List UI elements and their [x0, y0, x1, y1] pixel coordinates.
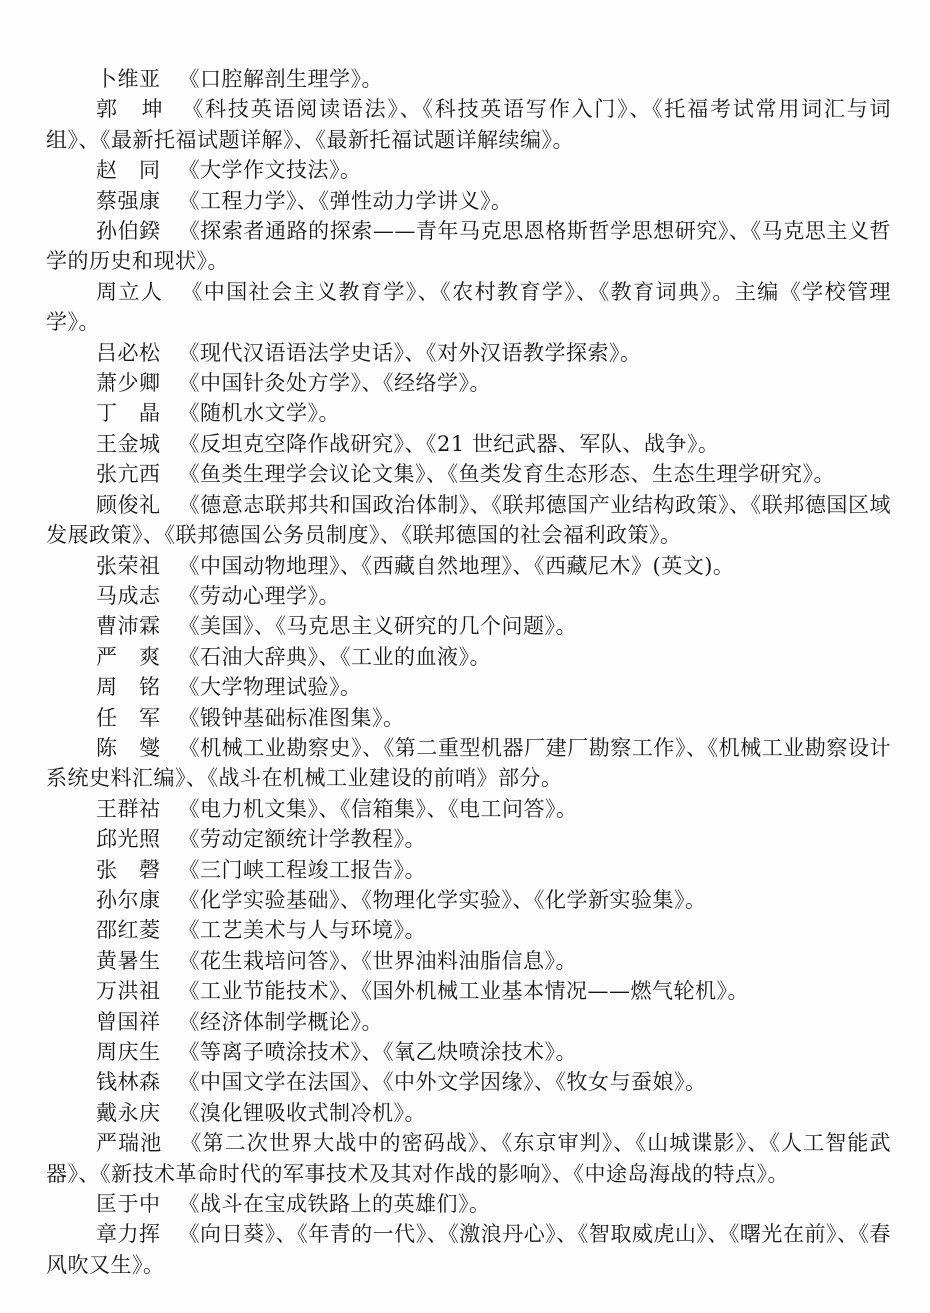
works-list: 《中国文学在法国》、《中外文学因缘》、《牧女与蚕娘》。 — [178, 1070, 707, 1095]
works-list: 《科技英语阅读语法》、《科技英语写作入门》、《托福考试常用词汇与词组》、《最新托福试题详解》、《最新托福试题详解续编》。 — [46, 97, 891, 152]
author-name: 黄暑生 — [96, 948, 161, 973]
bibliography-entry — [46, 429, 891, 459]
author-name: 邵红菱 — [96, 918, 161, 943]
bibliography-entry — [46, 672, 891, 702]
author-name: 卜维亚 — [96, 67, 161, 91]
works-list: 《第二次世界大战中的密码战》、《东京审判》、《山城谍影》、《人工智能武器》、《新技术革命时代的军事技术及其对作战的影响》、《中途岛海战的特点》。 — [46, 1131, 892, 1186]
bibliography-entry — [46, 459, 891, 489]
bibliography-entry — [46, 703, 891, 733]
works-list: 《随机水文学》。 — [178, 401, 340, 426]
bibliography-entry — [46, 824, 891, 854]
bibliography-entry — [46, 186, 891, 216]
works-list: 《等离子喷涂技术》、《氧乙炔喷涂技术》。 — [178, 1040, 577, 1064]
bibliography-entry — [46, 976, 891, 1006]
author-name: 章力挥 — [96, 1222, 161, 1247]
author-name: 赵 同 — [96, 158, 161, 183]
works-list: 《工程力学》、《弹性动力学讲义》。 — [178, 188, 513, 213]
bibliography-list — [46, 64, 891, 1280]
works-list: 《中国动物地理》、《西藏自然地理》、《西藏尼木》(英文)。 — [178, 553, 735, 578]
works-list: 《大学作文技法》。 — [178, 158, 362, 183]
bibliography-entry — [46, 277, 891, 338]
works-list: 《三门峡工程竣工报告》。 — [178, 857, 426, 882]
works-list: 《机械工业勘察史》、《第二重型机器厂建厂勘察工作》、《机械工业勘察设计系统史料汇编》、《战斗在机械工业建设的前哨》部分。 — [46, 735, 892, 791]
author-name: 陈 燮 — [96, 735, 161, 760]
bibliography-entry — [46, 1037, 891, 1067]
author-name: 张 磬 — [96, 857, 161, 882]
author-name: 任 军 — [96, 705, 161, 730]
works-list: 《劳动定额统计学教程》。 — [178, 827, 426, 852]
bibliography-entry — [46, 94, 891, 155]
works-list: 《鱼类生理学会议论文集》、《鱼类发育生态形态、生态生理学研究》。 — [178, 462, 835, 487]
bibliography-entry — [46, 1128, 891, 1189]
bibliography-entry — [46, 946, 891, 976]
works-list: 《中国针灸处方学》、《经络学》。 — [178, 371, 491, 396]
bibliography-entry — [46, 611, 891, 641]
bibliography-entry — [46, 155, 891, 185]
author-name: 周 铭 — [96, 675, 161, 700]
bibliography-entry — [46, 642, 891, 672]
bibliography-entry — [46, 64, 891, 94]
bibliography-entry — [46, 1189, 891, 1219]
works-list: 《美国》、《马克思主义研究的几个问题》。 — [178, 614, 577, 639]
works-list: 《工业节能技术》、《国外机械工业基本情况——燃气轮机》。 — [178, 979, 749, 1004]
bibliography-entry — [46, 885, 891, 915]
works-list: 《反坦克空降作战研究》、《21 世纪武器、军队、战争》。 — [178, 431, 720, 456]
author-name: 邱光照 — [96, 827, 161, 852]
bibliography-entry — [46, 398, 891, 428]
works-list: 《溴化锂吸收式制冷机》。 — [178, 1100, 426, 1125]
author-name: 郭 坤 — [96, 97, 165, 122]
bibliography-entry — [46, 581, 891, 611]
works-list: 《探索者通路的探索——青年马克思恩格斯哲学思想研究》、《马克思主义哲学的历史和现状》。 — [46, 219, 892, 274]
bibliography-entry — [46, 216, 891, 277]
works-list: 《石油大辞典》、《工业的血液》。 — [178, 644, 491, 669]
bibliography-entry — [46, 338, 891, 368]
author-name: 匡于中 — [96, 1192, 161, 1217]
bibliography-entry — [46, 733, 891, 794]
author-name: 张荣祖 — [96, 553, 161, 578]
works-list: 《现代汉语语法学史话》、《对外汉语教学探索》。 — [178, 340, 642, 365]
bibliography-entry — [46, 794, 891, 824]
works-list: 《电力机文集》、《信箱集》、《电工问答》。 — [178, 796, 578, 821]
author-name: 张亢西 — [96, 462, 161, 487]
author-name: 蔡强康 — [96, 188, 161, 213]
works-list: 《口腔解剖生理学》。 — [178, 67, 383, 91]
author-name: 周立人 — [96, 279, 164, 304]
works-list: 《战斗在宝成铁路上的英雄们》。 — [178, 1192, 491, 1217]
bibliography-entry — [46, 1219, 891, 1280]
bibliography-entry — [46, 1007, 891, 1037]
works-list: 《中国社会主义教育学》、《农村教育学》、《教育词典》。主编《学校管理学》。 — [46, 279, 892, 335]
bibliography-entry — [46, 915, 891, 945]
author-name: 曹沛霖 — [96, 614, 161, 639]
author-name: 戴永庆 — [96, 1100, 161, 1125]
author-name: 严瑞池 — [96, 1131, 163, 1156]
works-list: 《经济体制学概论》。 — [178, 1009, 383, 1034]
author-name: 曾国祥 — [96, 1009, 161, 1034]
works-list: 《劳动心理学》。 — [178, 583, 340, 608]
works-list: 《向日葵》、《年青的一代》、《激浪丹心》、《智取威虎山》、《曙光在前》、《春风吹又生》。 — [46, 1222, 892, 1277]
author-name: 丁 晶 — [96, 401, 161, 426]
bibliography-entry — [46, 855, 891, 885]
author-name: 钱林森 — [96, 1070, 161, 1095]
author-name: 马成志 — [96, 583, 161, 608]
bibliography-entry — [46, 551, 891, 581]
author-name: 周庆生 — [96, 1040, 161, 1064]
works-list: 《锻钟基础标准图集》。 — [178, 705, 405, 730]
bibliography-entry — [46, 1067, 891, 1097]
author-name: 王群祜 — [96, 796, 161, 821]
works-list: 《花生栽培问答》、《世界油料油脂信息》。 — [178, 948, 577, 973]
works-list: 《化学实验基础》、《物理化学实验》、《化学新实验集》。 — [178, 887, 707, 912]
bibliography-entry — [46, 368, 891, 398]
works-list: 《大学物理试验》。 — [178, 675, 362, 700]
author-name: 孙伯鍨 — [96, 219, 161, 244]
author-name: 严 爽 — [96, 644, 161, 669]
author-name: 吕必松 — [96, 340, 161, 365]
author-name: 萧少卿 — [96, 371, 161, 396]
bibliography-entry — [46, 1098, 891, 1128]
author-name: 万洪祖 — [96, 979, 161, 1004]
bibliography-entry — [46, 490, 891, 551]
author-name: 王金城 — [96, 431, 161, 456]
author-name: 顾俊礼 — [96, 492, 161, 517]
author-name: 孙尔康 — [96, 887, 161, 912]
works-list: 《德意志联邦共和国政治体制》、《联邦德国产业结构政策》、《联邦德国区域发展政策》、《联邦德国公务员制度》、《联邦德国的社会福利政策》。 — [46, 492, 892, 548]
works-list: 《工艺美术与人与环境》。 — [178, 918, 426, 943]
